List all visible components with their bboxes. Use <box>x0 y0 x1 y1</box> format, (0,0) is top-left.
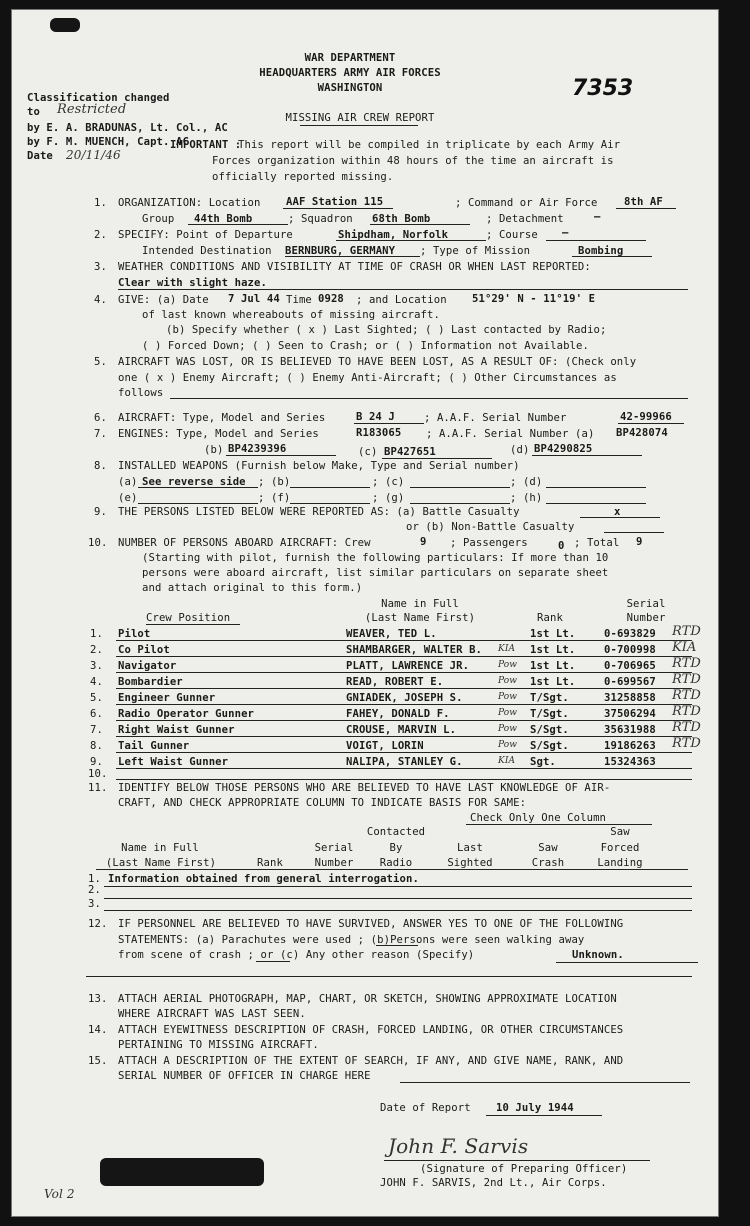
item12-num: 12. <box>88 918 108 930</box>
crew-name: PLATT, LAWRENCE JR. <box>346 660 470 672</box>
item5-line3: follows <box>118 387 164 399</box>
item15-line2: SERIAL NUMBER OF OFFICER IN CHARGE HERE <box>118 1070 371 1082</box>
item11-h-contacted1: Contacted <box>366 826 426 838</box>
crew-row-num: 6. <box>90 708 103 720</box>
item2-departure: Shipdham, Norfolk <box>338 229 449 241</box>
item11-h-rank: Rank <box>257 857 283 869</box>
item1-num: 1. <box>94 197 107 209</box>
report-date-label: Date of Report <box>380 1102 471 1114</box>
item6-type: B 24 J <box>356 411 395 423</box>
item5-num: 5. <box>94 356 107 368</box>
report-date: 10 July 1944 <box>496 1102 574 1114</box>
item7-a: BP428074 <box>616 427 668 439</box>
item11-h-forced3: Landing <box>597 857 643 869</box>
item3-num: 3. <box>94 261 107 273</box>
item14-line2: PERTAINING TO MISSING AIRCRAFT. <box>118 1039 319 1051</box>
header-line2: HEADQUARTERS ARMY AIR FORCES <box>259 67 441 79</box>
item7-type: R183065 <box>356 427 402 439</box>
crew-header-name1: Name in Full <box>381 598 459 610</box>
item10-total-label: ; Total <box>574 537 620 549</box>
document-number: 7353 <box>572 76 634 101</box>
crew-serial: 31258858 <box>604 692 656 704</box>
intro-line3: officially reported missing. <box>212 171 394 183</box>
item1-detachment: — <box>594 211 601 223</box>
item15-line1: ATTACH A DESCRIPTION OF THE EXTENT OF SEARCH, IF ANY, AND GIVE NAME, RANK, AND <box>118 1055 624 1067</box>
crew-name: CROUSE, MARVIN L. <box>346 724 457 736</box>
item14-num: 14. <box>88 1024 108 1036</box>
form-title: MISSING AIR CREW REPORT <box>285 112 435 124</box>
item4-line3: (b) Specify whether ( x ) Last Sighted; ( ) Last contacted by Radio; <box>166 324 607 336</box>
corner-note: Vol 2 <box>44 1187 75 1201</box>
crew-note: Pow <box>498 724 518 734</box>
item7-c: BP427651 <box>384 446 436 458</box>
crew-rank: 1st Lt. <box>530 676 576 688</box>
crew-row-num: 4. <box>90 676 103 688</box>
item12-line2: STATEMENTS: (a) Parachutes were used ; (b)Persons were seen walking away <box>118 934 585 946</box>
crew-name: WEAVER, TED L. <box>346 628 437 640</box>
item1-squadron-label: ; Squadron <box>288 213 353 225</box>
item11-h-forced2: Forced <box>600 842 640 854</box>
item5-line2: one ( x ) Enemy Aircraft; ( ) Enemy Anti-Aircraft; ( ) Other Circumstances as <box>118 372 617 384</box>
classification-to-value: Restricted <box>57 102 127 117</box>
item7-d: BP4290825 <box>534 443 593 455</box>
item9-b-label: or (b) Non-Battle Casualty <box>406 521 575 533</box>
item12-line3: from scene of crash ; or (c) Any other reason (Specify) <box>118 949 475 961</box>
crew-name: FAHEY, DONALD F. <box>346 708 450 720</box>
crew-note: KIA <box>498 756 516 766</box>
crew-status: KIA <box>672 640 697 655</box>
crew-header-serial1: Serial <box>626 598 666 610</box>
item2-mission: Bombing <box>578 245 624 257</box>
item4-time: 0928 <box>318 293 344 305</box>
item12-value: Unknown. <box>572 949 624 961</box>
crew-position: Engineer Gunner <box>118 692 216 704</box>
item8-b: ; (b) <box>258 476 291 488</box>
crew-header-position: Crew Position <box>146 612 231 624</box>
crew-serial: 0-706965 <box>604 660 656 672</box>
item11-h-saw1: Saw <box>538 842 558 854</box>
header-line1: WAR DEPARTMENT <box>304 52 396 64</box>
item7-serial-label: ; A.A.F. Serial Number (a) <box>426 428 595 440</box>
item10-pass: 0 <box>558 540 565 552</box>
crew-header-rank: Rank <box>537 612 563 624</box>
classification-by1: by E. A. BRADUNAS, Lt. Col., AC <box>27 122 228 134</box>
item3-label: WEATHER CONDITIONS AND VISIBILITY AT TIME OF CRASH OR WHEN LAST REPORTED: <box>118 261 591 273</box>
classification-date-value: 20/11/46 <box>66 148 121 162</box>
item2-label: SPECIFY: Point of Departure <box>118 229 293 241</box>
item13-line2: WHERE AIRCRAFT WAS LAST SEEN. <box>118 1008 306 1020</box>
item4-loc-label: ; and Location <box>356 294 447 306</box>
signature-handwritten: John F. Sarvis <box>388 1134 529 1158</box>
crew-rank: 1st Lt. <box>530 660 576 672</box>
crew-note: Pow <box>498 676 518 686</box>
crew-rank: T/Sgt. <box>530 708 569 720</box>
item1-group: 44th Bomb <box>194 213 253 225</box>
item4-give: GIVE: (a) Date <box>118 294 209 306</box>
item15-num: 15. <box>88 1055 108 1067</box>
crew-serial: 0-693829 <box>604 628 656 640</box>
item6-label: AIRCRAFT: Type, Model and Series <box>118 412 326 424</box>
item11-h-last2: Sighted <box>447 857 493 869</box>
crew-serial: 0-699567 <box>604 676 656 688</box>
classification-label: Classification changed <box>27 92 170 104</box>
item7-b: BP4239396 <box>228 443 287 455</box>
signature-name: JOHN F. SARVIS, 2nd Lt., Air Corps. <box>380 1177 607 1189</box>
item11-row1-num: 1. <box>88 873 101 885</box>
item7-num: 7. <box>94 428 107 440</box>
item11-check: Check Only One Column <box>470 812 607 824</box>
item2-mission-label: ; Type of Mission <box>420 245 531 257</box>
item14-line1: ATTACH EYEWITNESS DESCRIPTION OF CRASH, FORCED LANDING, OR OTHER CIRCUMSTANCES <box>118 1024 624 1036</box>
crew-rank: S/Sgt. <box>530 724 569 736</box>
crew-note: Pow <box>498 708 518 718</box>
item8-g: ; (g) <box>372 492 405 504</box>
crew-name: NALIPA, STANLEY G. <box>346 756 463 768</box>
crew-position: Right Waist Gunner <box>118 724 235 736</box>
item7-label: ENGINES: Type, Model and Series <box>118 428 319 440</box>
item11-h-saw2: Crash <box>531 857 565 869</box>
item11-h-contacted3: Radio <box>379 857 413 869</box>
item11-h-forced1: Saw <box>610 826 630 838</box>
item11-h-serial2: Number <box>314 857 354 869</box>
crew-position: Pilot <box>118 628 151 640</box>
crew-note: KIA <box>498 644 516 654</box>
item7-c-label: (c) <box>358 446 378 458</box>
item8-a: (a) <box>118 476 138 488</box>
crew-note: Pow <box>498 660 518 670</box>
item11-row3-num: 3. <box>88 898 101 910</box>
item4-date: 7 Jul 44 <box>228 293 280 305</box>
intro-line2: Forces organization within 48 hours of the time an aircraft is <box>212 155 614 167</box>
item4-time-label: Time <box>286 294 312 306</box>
item9-a-mark: x <box>614 506 621 518</box>
item10-label: NUMBER OF PERSONS ABOARD AIRCRAFT: Crew <box>118 537 371 549</box>
crew-rank: S/Sgt. <box>530 740 569 752</box>
item11-h-last1: Last <box>457 842 483 854</box>
item2-num: 2. <box>94 229 107 241</box>
crew-status: RTD <box>672 736 701 751</box>
item6-serial-label: ; A.A.F. Serial Number <box>424 412 567 424</box>
item8-num: 8. <box>94 460 107 472</box>
classification-to: to <box>27 106 40 118</box>
item2-dest: BERNBURG, GERMANY <box>285 245 396 257</box>
item12-line1: IF PERSONNEL ARE BELIEVED TO HAVE SURVIVED, ANSWER YES TO ONE OF THE FOLLOWING <box>118 918 624 930</box>
classification-date: Date <box>27 150 53 162</box>
item10-line3: persons were aboard aircraft, list similar particulars on separate sheet <box>142 567 609 579</box>
item1-group-label: Group <box>142 213 175 225</box>
item1-location: AAF Station 115 <box>286 196 384 208</box>
item1-command-label: ; Command or Air Force <box>455 197 598 209</box>
item4-line4: ( ) Forced Down; ( ) Seen to Crash; or ( ) Information not Available. <box>142 340 589 352</box>
item11-num: 11. <box>88 782 108 794</box>
crew-row-num: 1. <box>90 628 103 640</box>
item11-h-name1: Name in Full <box>121 842 199 854</box>
item11-h-name2: (Last Name First) <box>105 857 217 869</box>
item11-h-serial1: Serial <box>314 842 354 854</box>
item5-line1: AIRCRAFT WAS LOST, OR IS BELIEVED TO HAVE BEEN LOST, AS A RESULT OF: (Check only <box>118 356 637 368</box>
crew-name: SHAMBARGER, WALTER B. <box>346 644 483 656</box>
crew-name: GNIADEK, JOSEPH S. <box>346 692 463 704</box>
item10-pass-label: ; Passengers <box>450 537 528 549</box>
crew-position: Navigator <box>118 660 177 672</box>
item3-value: Clear with slight haze. <box>118 277 267 289</box>
crew-serial: 37506294 <box>604 708 656 720</box>
crew-position: Co Pilot <box>118 644 170 656</box>
item4-line2: of last known whereabouts of missing aircraft. <box>142 309 440 321</box>
item9-num: 9. <box>94 506 107 518</box>
signature-label: (Signature of Preparing Officer) <box>420 1163 628 1175</box>
item8-label: INSTALLED WEAPONS (Furnish below Make, Type and Serial number) <box>118 460 520 472</box>
header-line3: WASHINGTON <box>317 82 383 94</box>
classification-by2: by F. M. MUENCH, Capt. AC <box>27 136 189 148</box>
redaction-blot-top <box>50 18 80 32</box>
item8-f: ; (f) <box>258 492 291 504</box>
item6-serial: 42-99966 <box>620 411 672 423</box>
crew-row-num: 2. <box>90 644 103 656</box>
item11-h-contacted2: By <box>389 842 403 854</box>
crew-rank: T/Sgt. <box>530 692 569 704</box>
item11-line2: CRAFT, AND CHECK APPROPRIATE COLUMN TO INDICATE BASIS FOR SAME: <box>118 797 527 809</box>
crew-status: RTD <box>672 704 701 719</box>
crew-name: READ, ROBERT E. <box>346 676 444 688</box>
item10-line4: and attach original to this form.) <box>142 582 363 594</box>
item1-label: ORGANIZATION: Location <box>118 197 261 209</box>
crew-position: Bombardier <box>118 676 183 688</box>
item4-loc: 51°29' N - 11°19' E <box>472 293 596 305</box>
item1-squadron: 68th Bomb <box>372 213 431 225</box>
item8-c: ; (c) <box>372 476 405 488</box>
item11-row1-value: Information obtained from general interrogation. <box>108 873 419 885</box>
crew-status: RTD <box>672 688 701 703</box>
crew-status: RTD <box>672 656 701 671</box>
crew-status: RTD <box>672 672 701 687</box>
item10-total: 9 <box>636 536 643 548</box>
crew-row-10: 10. <box>88 768 108 780</box>
crew-rank: 1st Lt. <box>530 628 576 640</box>
crew-note: Pow <box>498 740 518 750</box>
crew-serial: 15324363 <box>604 756 656 768</box>
crew-position: Tail Gunner <box>118 740 190 752</box>
item11-row2-num: 2. <box>88 884 101 896</box>
item11-line1: IDENTIFY BELOW THOSE PERSONS WHO ARE BELIEVED TO HAVE LAST KNOWLEDGE OF AIR- <box>118 782 611 794</box>
crew-status: RTD <box>672 720 701 735</box>
item4-num: 4. <box>94 294 107 306</box>
item2-dest-label: Intended Destination <box>142 245 272 257</box>
item10-num: 10. <box>88 537 108 549</box>
crew-header-name2: (Last Name First) <box>364 612 476 624</box>
crew-rank: Sgt. <box>530 756 556 768</box>
item2-course-label: ; Course <box>486 229 538 241</box>
crew-row-num: 8. <box>90 740 103 752</box>
item8-d: ; (d) <box>510 476 543 488</box>
intro-line1: This report will be compiled in triplicate by each Army Air <box>238 139 621 151</box>
item10-line2: (Starting with pilot, furnish the following particulars: If more than 10 <box>142 552 609 564</box>
item13-num: 13. <box>88 993 108 1005</box>
crew-note: Pow <box>498 692 518 702</box>
crew-row-num: 3. <box>90 660 103 672</box>
item2-course: — <box>562 227 569 239</box>
crew-status: RTD <box>672 624 701 639</box>
crew-row-num: 7. <box>90 724 103 736</box>
item6-num: 6. <box>94 412 107 424</box>
item8-e: (e) <box>118 492 138 504</box>
item7-b-label: (b) <box>204 444 224 456</box>
item7-d-label: (d) <box>510 444 530 456</box>
crew-row-num: 9. <box>90 756 103 768</box>
crew-rank: 1st Lt. <box>530 644 576 656</box>
crew-position: Left Waist Gunner <box>118 756 229 768</box>
crew-serial: 35631988 <box>604 724 656 736</box>
crew-header-serial2: Number <box>626 612 666 624</box>
important-label: IMPORTANT : <box>170 139 242 151</box>
item1-detachment-label: ; Detachment <box>486 213 564 225</box>
crew-serial: 19186263 <box>604 740 656 752</box>
item10-crew: 9 <box>420 536 427 548</box>
redaction-blot-bottom <box>100 1158 264 1186</box>
item1-command: 8th AF <box>624 196 663 208</box>
item8-h: ; (h) <box>510 492 543 504</box>
item8-a-value: See reverse side <box>142 476 246 488</box>
item9-label: THE PERSONS LISTED BELOW WERE REPORTED AS: (a) Battle Casualty <box>118 506 520 518</box>
crew-row-num: 5. <box>90 692 103 704</box>
crew-serial: 0-700998 <box>604 644 656 656</box>
crew-position: Radio Operator Gunner <box>118 708 255 720</box>
crew-name: VOIGT, LORIN <box>346 740 424 752</box>
item13-line1: ATTACH AERIAL PHOTOGRAPH, MAP, CHART, OR SKETCH, SHOWING APPROXIMATE LOCATION <box>118 993 617 1005</box>
